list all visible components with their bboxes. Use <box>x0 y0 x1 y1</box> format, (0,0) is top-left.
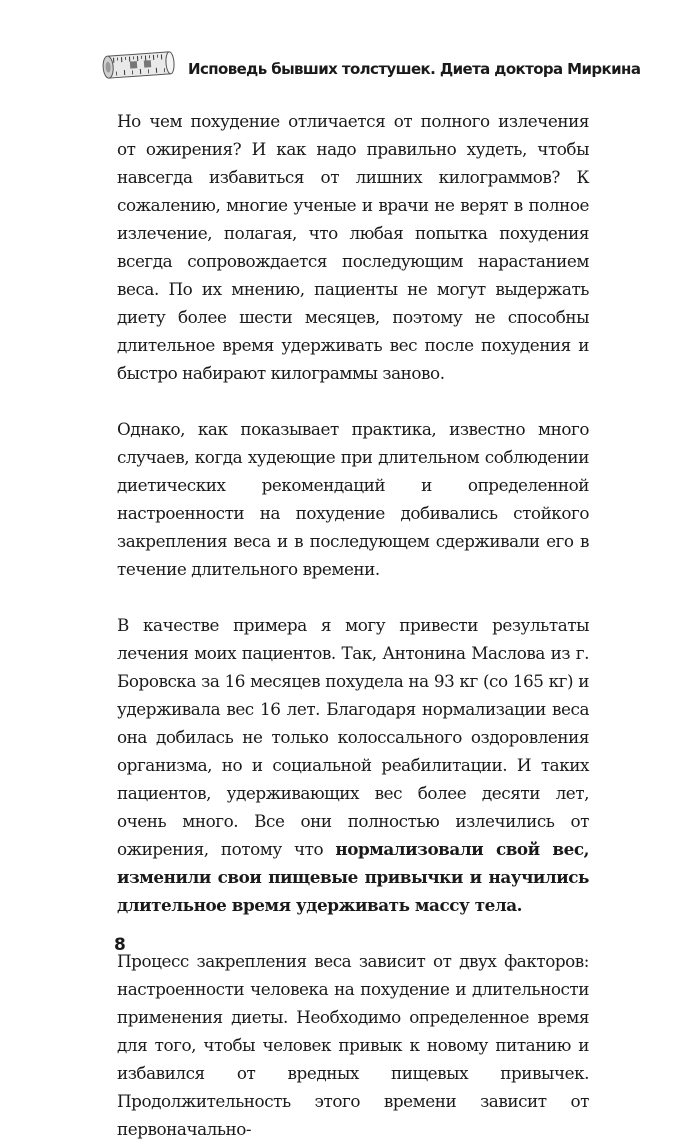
paragraph: Но чем похудение отличается от полного излечения от ожирения? И как надо правильно худеть, чтобы навсегда избавиться от лишних килограммов? К сожалению, многие ученые и врачи не верят в полное излечение, полагая, что любая попытка похудения всегда сопровождается последующим нарастанием веса. По их мнению, пациенты не могут выдержать диету более шести месяцев, поэтому не способны длительное время удерживать вес после похудения и быстро набирают килограммы заново. <box>117 107 589 387</box>
emphasis-text: нормализовали свой вес, изменили свои пищевые привычки и научились длительное время удерживать массу тела. <box>117 839 589 915</box>
measuring-tape-icon <box>100 44 178 84</box>
paragraph-text: В качестве примера я могу привести результаты лечения моих пациентов. Так, Антонина Маслова из г. Боровска за 16 месяцев похудела на 93 кг (со 165 кг) и удерживала вес 16 лет. Благодаря нормализации веса она добилась не только колоссального оздоровления организма, но и социальной реабилитации. И таких пациентов, удерживающих вес более десяти лет, очень много. Все они полностью излечились от ожирения, потому что <box>117 615 589 859</box>
page-number: 8 <box>114 935 126 955</box>
running-title: Исповедь бывших толстушек. Диета доктора Миркина <box>188 60 590 78</box>
paragraph <box>117 611 589 919</box>
running-header <box>100 44 590 84</box>
body-text <box>117 107 589 1143</box>
paragraph: Процесс закрепления веса зависит от двух факторов: настроенности человека на похудение и длительности применения диеты. Необходимо определенное время для того, чтобы человек привык к новому питанию и избавился от вредных пищевых привычек. Продолжительность этого времени зависит от первоначально- <box>117 947 589 1143</box>
paragraph: Однако, как показывает практика, известно много случаев, когда худеющие при длительном соблюдении диетических рекомендаций и определенной настроенности на похудение добивались стойкого закрепления веса и в последующем сдерживали его в течение длительного времени. <box>117 415 589 583</box>
